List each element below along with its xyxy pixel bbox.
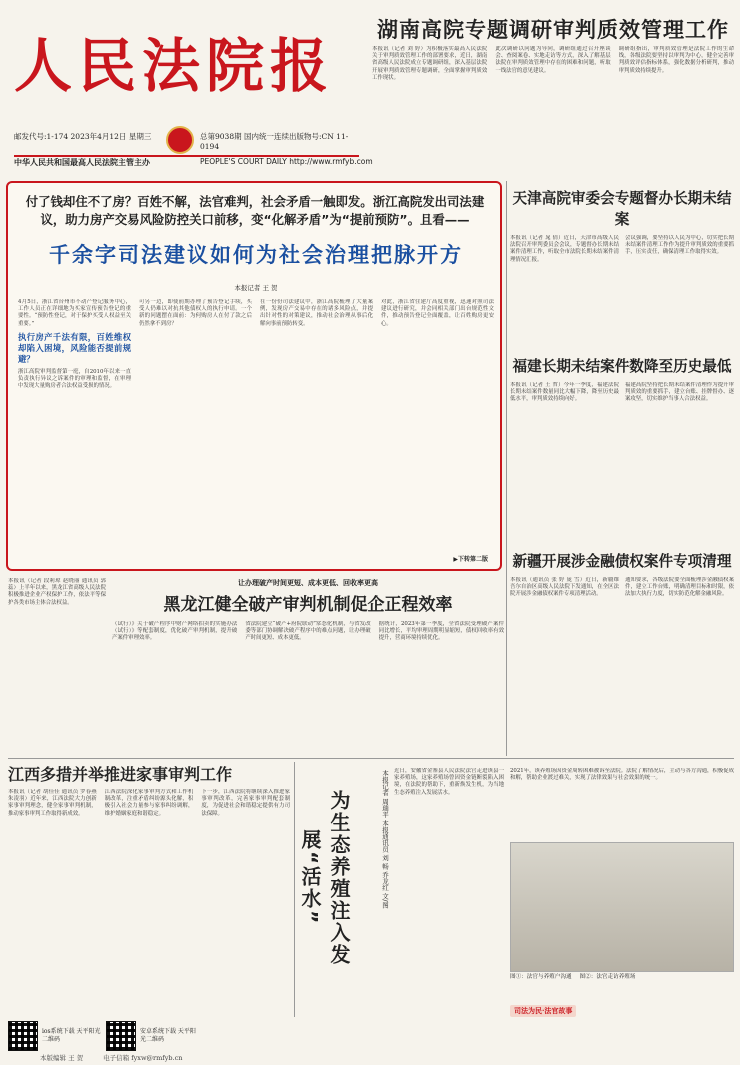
text-column: 本报讯（记者 王 哲）今年一季度，福建法院长期未结案件数量同比大幅下降，降至历史最低水平，审判质效持续向好。 — [510, 382, 619, 403]
article-heilongjiang — [112, 578, 504, 756]
text-column: 据统计，2023年第一季度，全省法院受理破产案件同比增长，平均审理周期明显缩短，债权回收率有效提升，营商环境持续优化。 — [378, 621, 504, 642]
issue-number: 总第9038期 国内统一连续出版物号:CN 11-0194 — [200, 132, 349, 151]
feature-author: 本报记者 王 贺 — [234, 284, 278, 292]
text-column: 江西法院深化家事审判方式和工作机制改革，注重矛盾纠纷源头化解，积极引入社会力量参与家事纠纷调解，维护婚姻家庭和谐稳定。 — [104, 789, 194, 817]
article-author: 本报记者 周瑞平 本报通讯员 刘 畅 乔龙红 文/图 — [381, 770, 389, 909]
photo-caption: 图②：法官走访养殖场 — [579, 974, 636, 980]
article-title: 新疆开展涉金融债权案件专项清理 — [512, 553, 732, 570]
article-title: 湖南高院专题调研审判质效管理工作 — [377, 18, 729, 42]
article-body — [112, 621, 504, 643]
paragraph: 浙江高院审判监督第一庭，自2010年以来一直负责执行异议之诉案件的审理和监督，在审理中发现大量购房者合法权益受损的情况。 — [18, 368, 131, 390]
english-name: PEOPLE'S COURT DAILY http://www.rmfyb.com — [200, 157, 373, 166]
text-column: 在一份份司法建议中，浙江高院梳理了大量案例，发现房产交易中存在的诸多风险点，并提出针对性的对策建议，推动社会治理从事后化解向事前预防转变。 — [260, 299, 373, 327]
qr-strip — [8, 1020, 290, 1052]
article-title: 天津高院审委会专题督办长期未结案 — [512, 190, 732, 228]
text-column: 本报讯（记者 段莉琼 赵晓丽 通讯员 郭蕊）上半年以来，黑龙江省高级人民法院积极推进企业产权保护工作，依法平等保护各类市场主体合法权益。 — [8, 578, 106, 606]
article-body — [372, 46, 734, 82]
article-title: 为生态养殖注入发展“活水” — [298, 789, 351, 966]
text-column: 本报讯（记者 胡佳佳 通讯员 罗春燕 朱凌羽）近年来，江西法院大力创新家事审判理念，健全家事审判机制，推动家事审判工作取得新成效。 — [8, 789, 97, 817]
text-column: 本报讯（记者 晁 倩）近日，天津市高级人民法院召开审判委员会会议，专题督办长期未结案件清理工作，听取全市法院长期未结案件清理情况汇报。 — [510, 235, 619, 263]
text-column: 近日，安徽省金寨县人民法院法官走进该县一家养殖场，这家养殖场曾因资金链断裂陷入困境，在法院的帮助下，重新焕发生机，为当地生态养殖注入发展活水。 — [394, 768, 504, 796]
column-divider — [506, 181, 507, 756]
text-column — [18, 299, 131, 557]
paragraph: 4月5日，浙江省台州市不动产登记服务中心，工作人员正在详细地为买家宣传预告登记的重要性。“预防性登记，对于保护买受人权益至关重要。” — [18, 299, 131, 327]
text-column: 本报讯（通讯员 张 婷 庞 雪）近日，新疆维吾尔自治区高级人民法院下发通知，在全区法院开展涉金融债权案件专项清理活动。 — [510, 577, 619, 598]
article-jiangxi — [8, 762, 290, 1012]
article-fujian — [510, 353, 734, 527]
text-column: 2021年，该养殖场因资金周转困难被诉至法院。法院了解情况后，主动与各方沟通，积极促成和解，帮助企业渡过难关，实现了法律效果与社会效果的统一。 — [510, 768, 734, 782]
page-footer — [0, 1050, 740, 1065]
text-column: 可另一边，即使前期办理了预告登记手续，买受人仍难以对抗其他债权人的执行申请。一个新的问题摆在面前：为何购房人在付了款之后仍然拿不到房？ — [139, 299, 252, 327]
feature-body — [18, 299, 494, 557]
text-column: 对此，浙江省住建厅高度重视，迅速对照司法建议进行研究，并会同相关部门出台规范性文件，推动预告登记全面覆盖，让百姓购房更安心。 — [381, 299, 494, 327]
qr-code-icon[interactable] — [106, 1021, 136, 1051]
feature-title: 千余字司法建议如何为社会治理把脉开方 — [49, 243, 463, 267]
text-column: 此次调研以问题为导向，调研组通过召开座谈会、查阅案卷、实地走访等方式，深入了解基层法院在审判质效管理中存在的困难和问题，听取一线法官的意见建议。 — [495, 46, 611, 74]
continued-link[interactable]: ▶下转第二版 — [453, 556, 488, 563]
article-body — [394, 768, 504, 797]
column-tag: 司法为民·法官故事 — [510, 1005, 576, 1017]
photo-caption: 图①：法官与养殖户沟通 — [510, 974, 572, 980]
column-divider — [294, 762, 295, 1017]
qr-code-icon[interactable] — [8, 1021, 38, 1051]
text-column: 通知要求，各级法院要全面梳理涉金融债权案件，建立工作台账，明确清理目标和时限，依法加大执行力度，切实防范化解金融风险。 — [625, 577, 734, 598]
article-title: 黑龙江健全破产审判机制促企正程效率 — [163, 595, 453, 615]
article-body — [510, 235, 734, 264]
article-body — [510, 768, 734, 838]
editor-email[interactable]: 电子信箱 fyxw@rmfyb.cn — [103, 1054, 183, 1062]
newspaper-logo: 人民法院报 — [14, 32, 335, 100]
issue-info: 邮发代号:1-174 2023年4月12日 星期三 — [14, 132, 152, 141]
article-kicker: 让办理破产时间更短、成本更低、回收率更高 — [238, 579, 378, 587]
qr-label: ios系统下载 天平阳光二维码 — [42, 1028, 101, 1043]
text-column: 下一步，江西法院将继续深入推进家事审判改革，完善家事审判配套制度，为促进社会和谐稳定提供有力司法保障。 — [201, 789, 291, 817]
article-body — [8, 789, 290, 818]
text-column: 福建高院坚持把长期未结案件清理作为提升审判质效的重要抓手，建立台账、挂牌督办、逐案攻坚，切实维护当事人合法权益。 — [625, 382, 734, 403]
editor-credit: 本版编辑 王 贺 — [40, 1054, 84, 1062]
article-tianjin — [510, 181, 734, 353]
article-ecology — [298, 762, 734, 1022]
article-hunan — [372, 0, 734, 175]
article-title: 福建长期未结案件数降至历史最低 — [512, 358, 732, 375]
text-column: （试行）》关于破产程序中财产网络拍卖的实施办法（试行）》等配套制度，优化破产审判机制，提升破产案件审理效率。 — [112, 621, 238, 642]
article-title: 江西多措并举推进家事审判工作 — [8, 765, 233, 784]
article-body — [510, 577, 734, 599]
feature-kicker: 付了钱却住不了房？百姓不解，法官难判，社会矛盾一触即发。浙江高院发出司法建议，助力房产交易风险防控关口前移，变“化解矛盾”为“提前预防”。且看—— — [25, 194, 485, 227]
photo-captions — [510, 974, 734, 981]
masthead — [0, 0, 365, 160]
text-column: 会议强调，要坚持以人民为中心，切实把长期未结案件清理工作作为提升审判质效的重要抓手，压实责任，确保清理工作取得实效。 — [625, 235, 734, 256]
court-seal-icon — [166, 126, 194, 154]
article-body — [510, 382, 734, 404]
feature-article — [6, 181, 502, 571]
text-column: 本报讯（记者 刘 婷）为积极落实最高人民法院关于审判质效管理工作的部署要求，近日，湖南省高级人民法院成立专题调研组，深入基层法院开展审判质效管理专题调研，全面掌握审判质效工作现状。 — [372, 46, 488, 81]
section-divider — [8, 758, 734, 759]
qr-label: 安卓系统下载 天平阳光二维码 — [140, 1028, 196, 1043]
article-brief — [8, 578, 106, 758]
section-subhead: 执行房产千法有限，百姓维权却陷入困境，风险能否提前规避？ — [18, 331, 131, 364]
news-photo — [510, 842, 734, 972]
text-column: 省法院建立“破产+府院联动”常态化机制，与省发改委等部门协调解决破产程序中的难点问题，让办理破产时间更短、成本更低。 — [245, 621, 371, 642]
text-column: 调研组指出，审判质效管理是法院工作的生命线，各级法院要坚持以审判为中心，健全完善审判质效评估指标体系，强化数据分析研判，推动审判质效持续提升。 — [618, 46, 734, 74]
publisher-line: 中华人民共和国最高人民法院主管主办 — [14, 157, 150, 167]
